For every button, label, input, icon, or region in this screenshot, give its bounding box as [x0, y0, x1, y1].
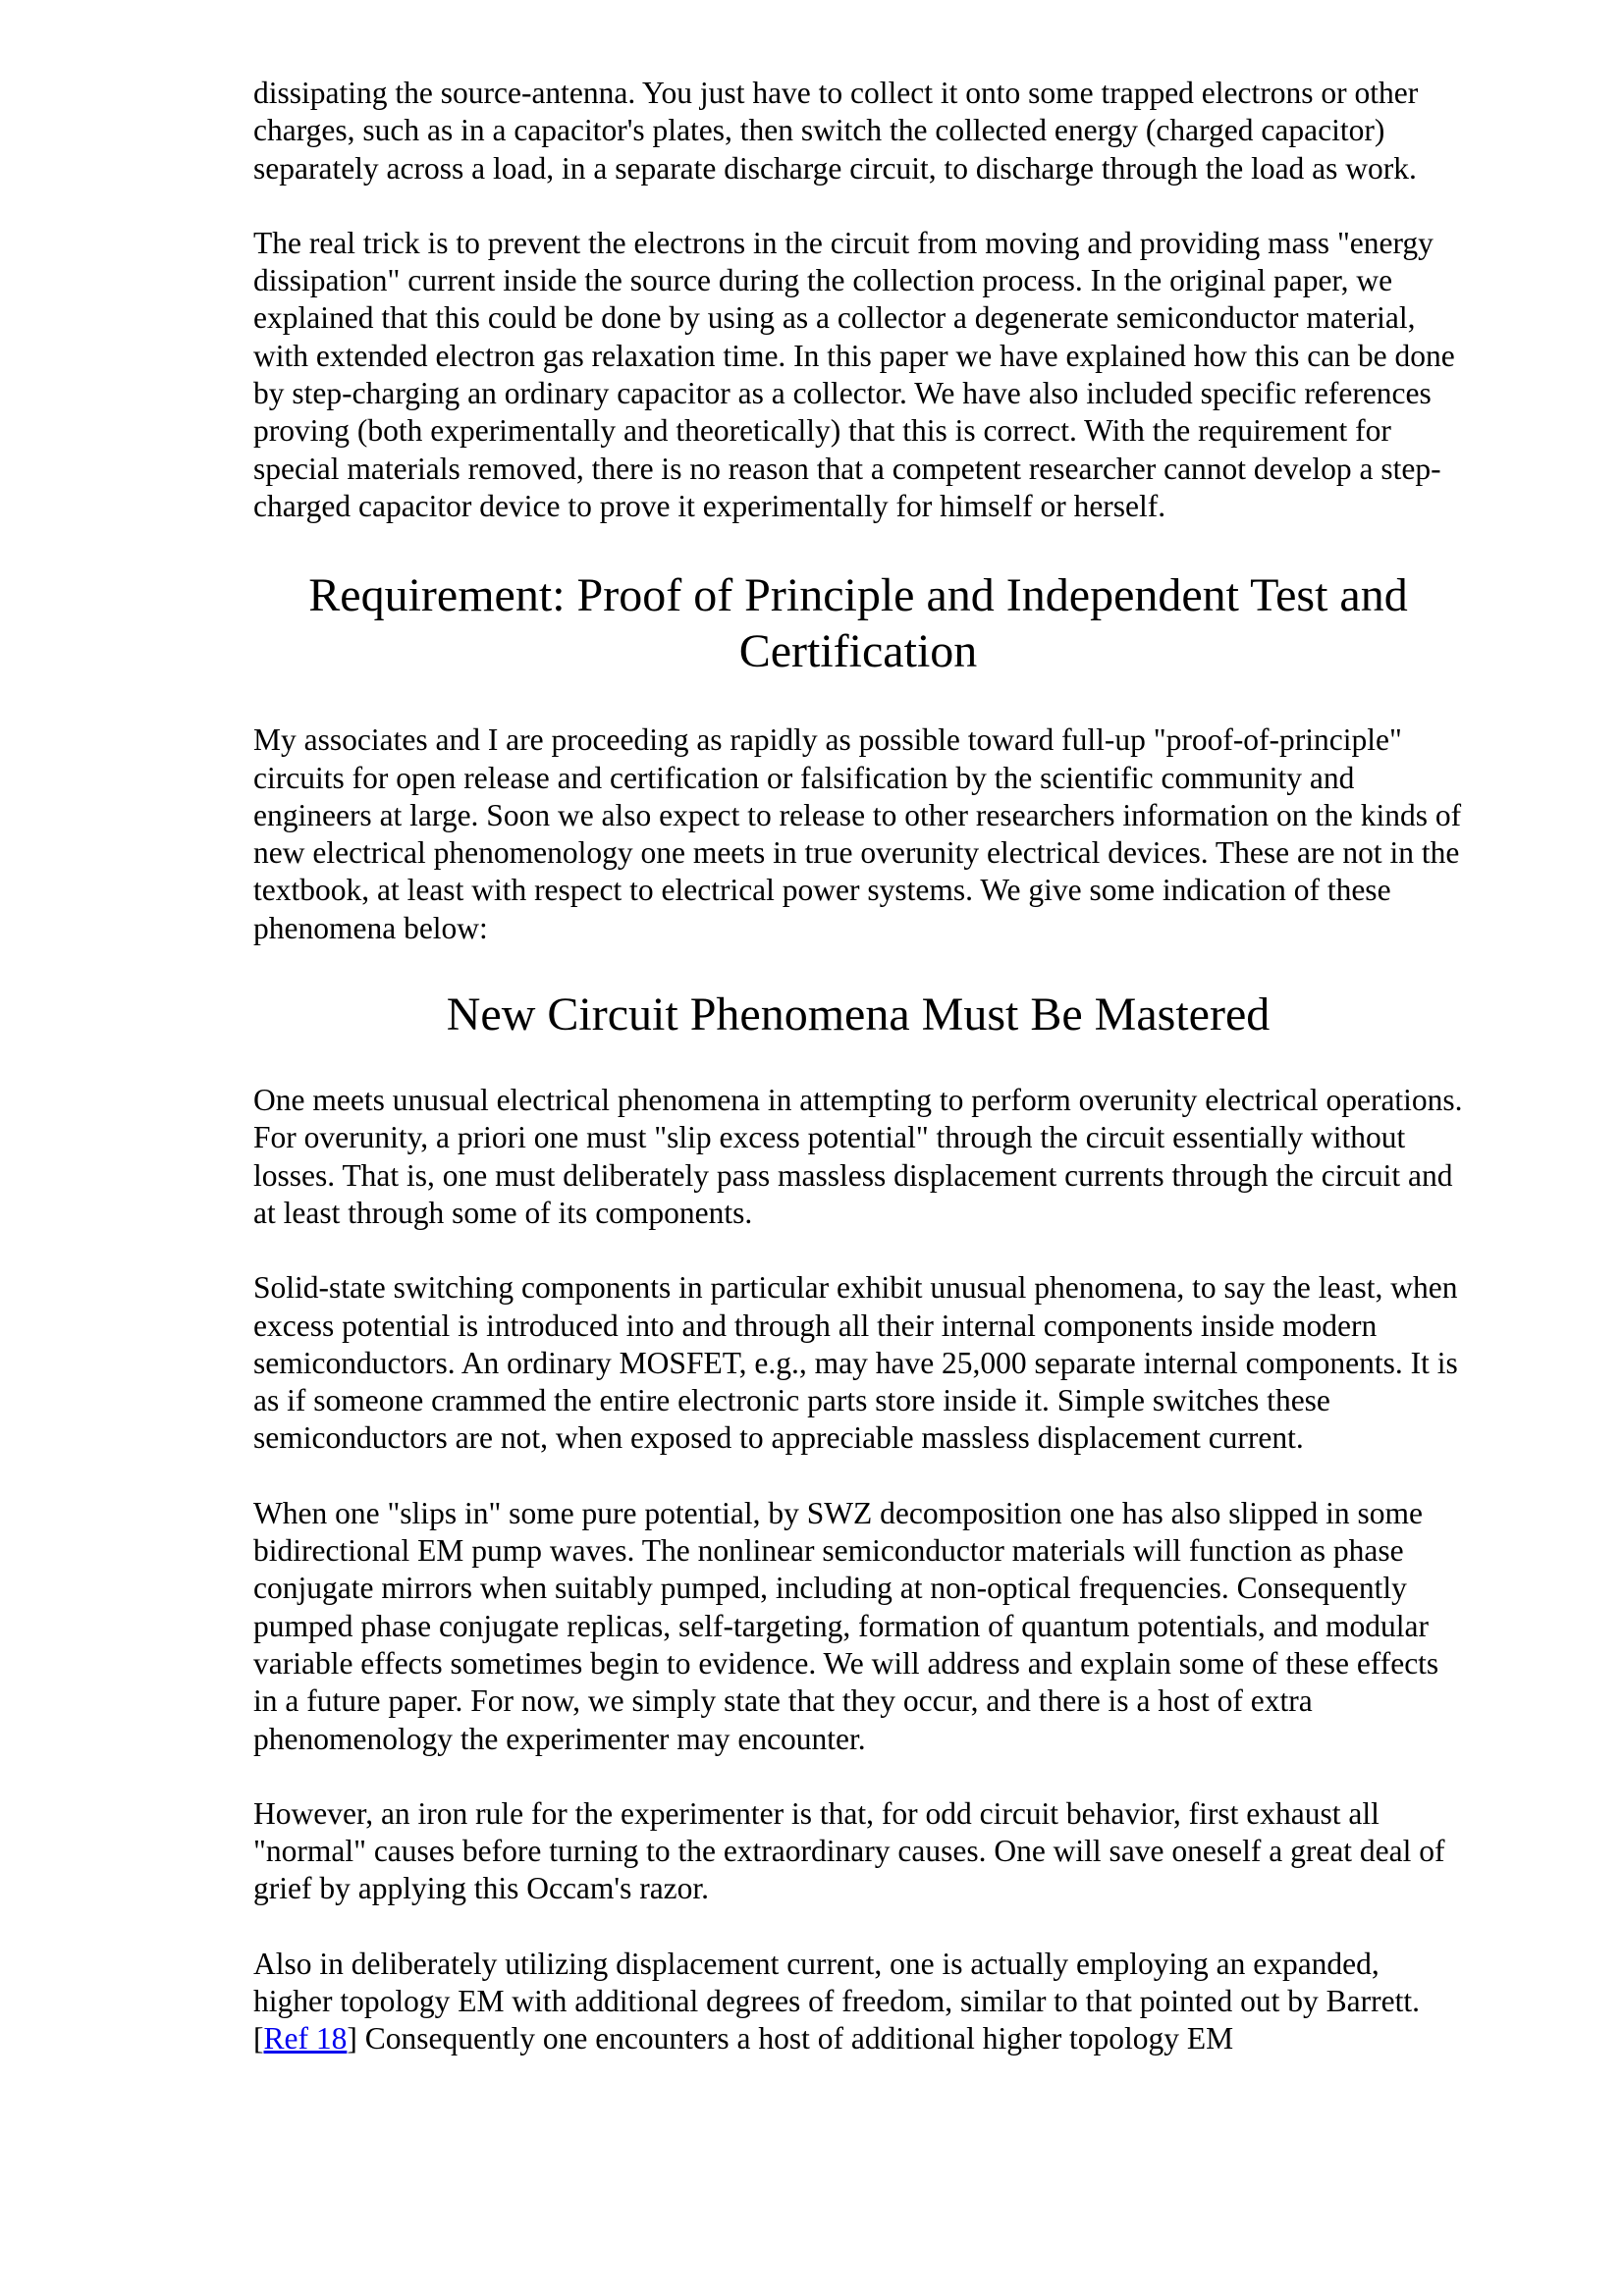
heading-requirement — [253, 567, 1463, 679]
paragraph-real-trick: The real trick is to prevent the electrons in the circuit from moving and providing mass "energy dissipation" current inside the source during the collection process. In the original paper, we explained that this could be done by using as a collector a degenerate semiconductor material, with extended electron gas relaxation time. In this paper we have explained how this can be done by step-charging an ordinary capacitor as a collector. We have also included specific references proving (both experimentally and theoretically) that this is correct. With the requirement for special materials removed, there is no reason that a competent researcher cannot develop a step-charged capacitor device to prove it experimentally for himself or herself. — [253, 225, 1455, 523]
paragraph-source-antenna: dissipating the source-antenna. You just have to collect it onto some trapped electrons or other charges, such as in a capacitor's plates, then switch the collected energy (charged capacitor) separately across a load, in a separate discharge circuit, to discharge through the load as work. — [253, 76, 1419, 186]
ref-18-link[interactable]: Ref 18 — [263, 2021, 348, 2056]
heading-requirement-line1: Requirement: Proof of Principle and Independent Test and — [308, 569, 1408, 622]
document-page — [253, 75, 1463, 2058]
paragraph-slips-in: When one "slips in" some pure potential, by SWZ decomposition one has also slipped in some bidirectional EM pump waves. The nonlinear semiconductor materials will function as phase conjugate mirrors when suitably pumped, including at non-optical frequencies. Consequently pumped phase conjugate replicas, self-targeting, formation of quantum potentials, and modular variable effects sometimes begin to evidence. We will address and explain some of these effects in a future paper. For now, we simply state that they occur, and there is a host of extra phenomenology the experimenter may encounter. — [253, 1495, 1439, 1756]
heading-requirement-line2: Certification — [738, 625, 978, 678]
paragraph-solid-state: Solid-state switching components in particular exhibit unusual phenomena, to say the least, when excess potential is introduced into and through all their internal components inside modern semiconductors. An ordinary MOSFET, e.g., may have 25,000 separate internal components. It is as if someone crammed the entire electronic parts store inside it. Simple switches these semiconductors are not, when exposed to appreciable massless displacement current. — [253, 1270, 1458, 1456]
paragraph-associates: My associates and I are proceeding as rapidly as possible toward full-up "proof-of-principle" circuits for open release and certification or falsification by the scientific community and engineers at large. Soon we also expect to release to other researchers information on the kinds of new electrical phenomenology one meets in true overunity electrical devices. These are not in the textbook, at least with respect to electrical power systems. We give some indication of these phenomena below: — [253, 722, 1462, 945]
paragraph-displacement-text-start: Also in deliberately utilizing displacement current, one is actually employing an expanded, higher topology EM with additional degrees of freedom, similar to that pointed out by Barrett. [ — [253, 1946, 1420, 2056]
heading-new-circuit-phenomena: New Circuit Phenomena Must Be Mastered — [446, 988, 1271, 1041]
paragraph-iron-rule: However, an iron rule for the experimenter is that, for odd circuit behavior, first exhaust all "normal" causes before turning to the extraordinary causes. One will save oneself a great deal of grief by applying this Occam's razor. — [253, 1795, 1445, 1906]
paragraph-displacement-current — [253, 1946, 1463, 2058]
paragraph-displacement-text-end: ] Consequently one encounters a host of additional higher topology EM — [347, 2021, 1234, 2056]
paragraph-unusual-phenomena: One meets unusual electrical phenomena in attempting to perform overunity electrical operations. For overunity, a priori one must "slip excess potential" through the circuit essentially without losses. That is, one must deliberately pass massless displacement currents through the circuit and at least through some of its components. — [253, 1083, 1463, 1230]
